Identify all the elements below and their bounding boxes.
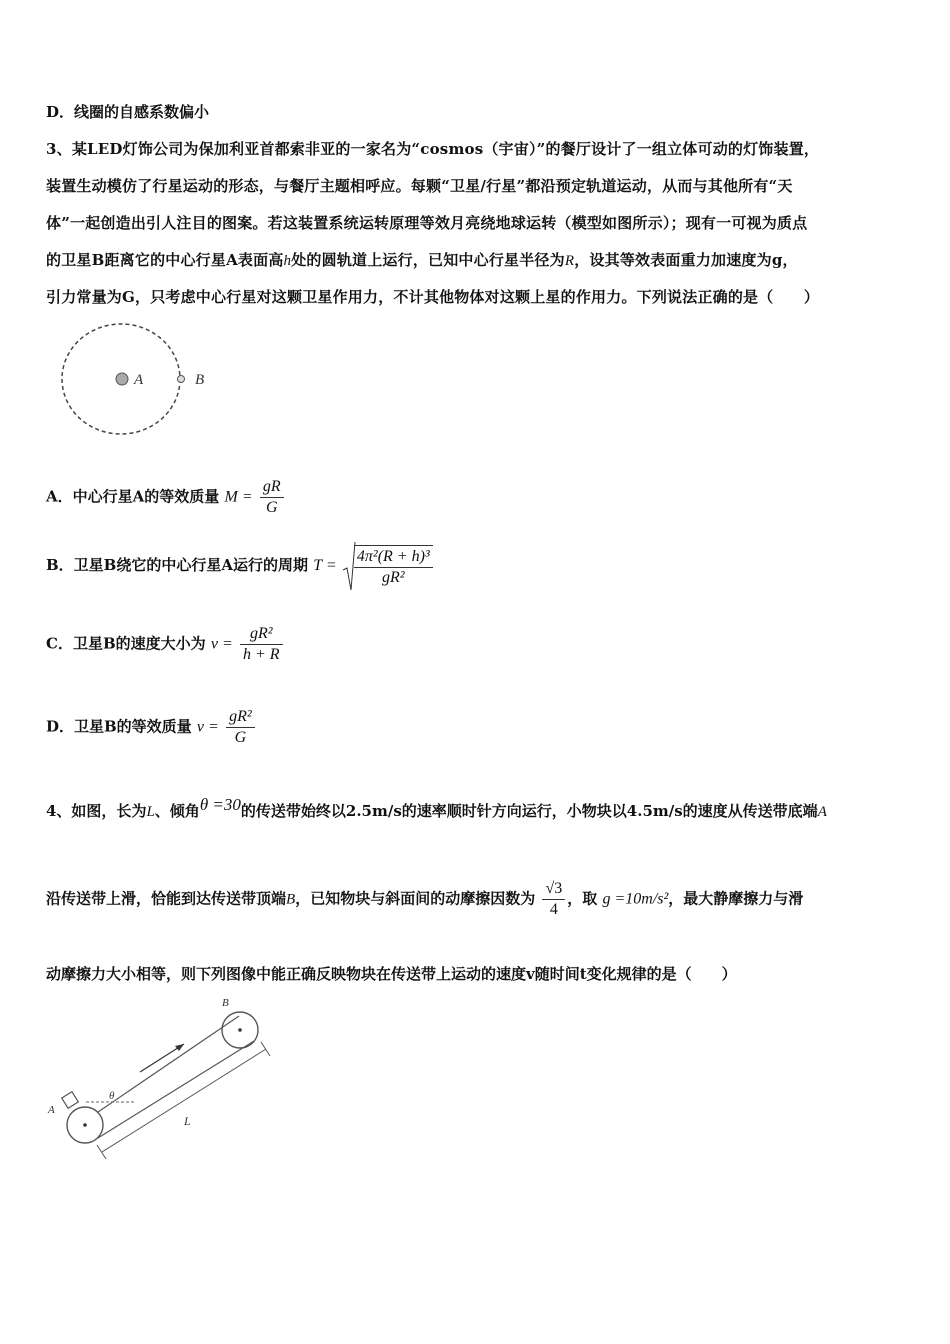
satellite-b-icon (178, 376, 185, 383)
option-a-numerator: gR (260, 478, 284, 498)
option-c (46, 625, 285, 664)
q4-var-a: A (817, 804, 827, 820)
q4-line-2 (46, 880, 803, 919)
theta-label: θ (109, 1090, 115, 1102)
planet-a-icon (116, 373, 128, 385)
option-d-denominator: G (234, 729, 247, 746)
q3-line-4-a: 的卫星B距离它的中心行星A表面高 (46, 251, 284, 269)
planet-a-label: A (134, 372, 144, 388)
option-c-numerator: gR² (240, 625, 283, 645)
option-d-lhs: v = (196, 718, 219, 736)
option-d (46, 708, 257, 747)
conveyor-belt-figure (44, 992, 284, 1162)
q3-line-5: 引力常量为G，只考虑中心行星对这颗卫星作用力，不计其他物体对这颗上星的作用力。下列说法正确的是（ ） (46, 288, 820, 306)
option-c-denominator: h + R (243, 646, 280, 663)
q4-var-l: L (146, 804, 155, 820)
orbit-figure (55, 318, 235, 442)
option-d-previous: D．线圈的自感系数偏小 (46, 103, 210, 121)
q4-line-2-c: ，取 (567, 889, 598, 908)
q4-line-3: 动摩擦力大小相等，则下列图像中能正确反映物块在传送带上运动的速度v随时间t变化规律的是（ ） (46, 965, 737, 983)
q3-line-4-c: ，设其等效表面重力加速度为g， (574, 251, 798, 269)
option-a-lhs: M = (224, 488, 253, 506)
option-a (46, 478, 286, 517)
belt-lower (98, 1041, 254, 1138)
option-d-text: D．卫星B的等效质量 (46, 717, 192, 736)
q3-line-4-b: 处的圆轨道上运行，已知中心行星半径为 (291, 251, 565, 269)
block-icon (62, 1092, 79, 1109)
q4-line-2-d: ，最大静摩擦力与滑 (668, 889, 804, 908)
q3-line-1: 3、某LED灯饰公司为保加利亚首都索非亚的一家名为“cosmos（宇宙）”的餐厅设计了一组立体可动的灯饰装置， (46, 140, 820, 158)
q3-line-3: 体”一起创造出引人注目的图案。若这装置系统运转原理等效月亮绕地球运转（模型如图所示）；现有一可视为质点 (46, 214, 808, 232)
q3-var-h: h (283, 253, 292, 269)
q3-line-2: 装置生动模仿了行星运动的形态，与餐厅主题相呼应。每颗“卫星/行星”都沿预定轨道运动，从而与其他所有“天 (46, 177, 793, 195)
q4-line-1 (46, 795, 827, 821)
q4-line-1-b: 、倾角 (154, 802, 200, 820)
q4-line-1-c: 的传送带始终以2.5m/s的速率顺时针方向运行，小物块以4.5m/s的速度从传送带底端 (240, 802, 818, 820)
length-line (102, 1049, 266, 1152)
option-a-denominator: G (265, 499, 278, 516)
q4-line-2-a: 沿传送带上滑，恰能到达传送带顶端 (46, 889, 287, 908)
q4-theta-expr: θ =30 (199, 795, 241, 814)
q4-line-2-b: ，已知物块与斜面间的动摩擦因数为 (295, 889, 536, 908)
q3-line-4 (46, 249, 904, 270)
q4-var-b: B (286, 891, 296, 908)
option-b-lhs: T = (313, 557, 337, 574)
end-b-label: B (222, 997, 229, 1009)
length-label: L (184, 1114, 191, 1128)
q3-var-r: R (564, 253, 575, 269)
option-d-numerator: gR² (226, 708, 255, 728)
option-c-text: C．卫星B的速度大小为 (46, 634, 206, 653)
option-a-text: A．中心行星A的等效质量 (46, 487, 220, 506)
q4-mu-denominator: 4 (549, 901, 558, 918)
option-c-lhs: v = (210, 635, 233, 653)
q4-g-expr: g =10m/s² (602, 890, 669, 908)
satellite-b-label: B (195, 372, 205, 388)
option-b-text: B．卫星B绕它的中心行星A运行的周期 (46, 556, 308, 574)
end-a-label: A (48, 1104, 55, 1116)
option-b-denominator: gR² (382, 569, 405, 586)
q4-mu-numerator: √3 (542, 880, 565, 900)
q4-line-1-a: 4、如图，长为 (46, 802, 147, 820)
option-b (46, 540, 435, 592)
option-b-numerator: 4π²(R + h)³ (354, 548, 433, 568)
